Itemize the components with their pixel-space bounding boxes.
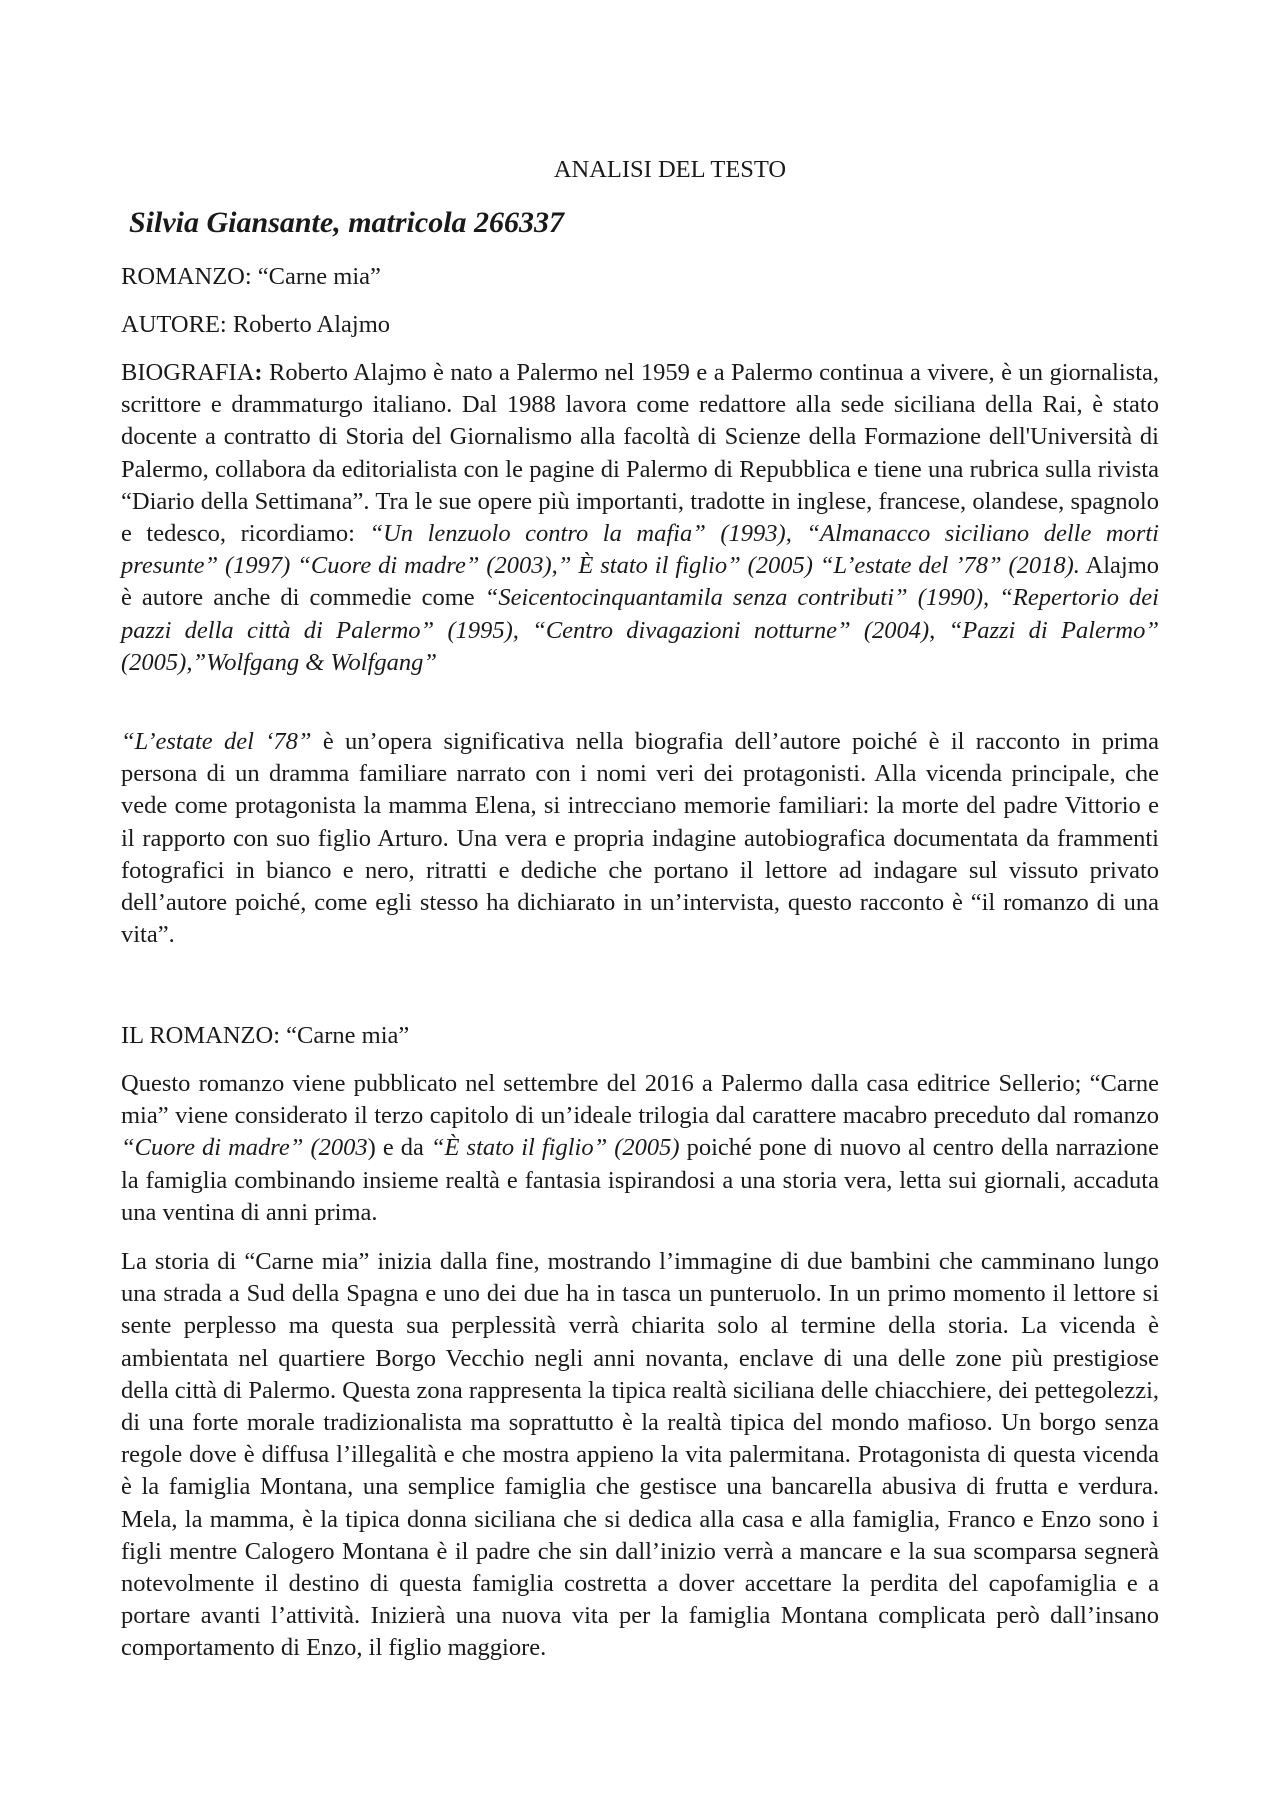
publication-work-2: “È stato il figlio” (2005)	[430, 1134, 680, 1162]
biography-text: Roberto Alajmo è nato a Palermo nel 1959 e a Palermo continua a vivere, è un giornalista, scrittore e drammaturgo italiano. Dal 1988 lavora come redattore alla sede siciliana della Rai, è stato docente a contratto di Storia del Giornalismo alla facoltà di Scienze della Formazione dell'Università di Palermo, collabora da editorialista con le pagine di Palermo di Repubblica e tiene una rubrica sulla rivista “Diario della Settimana”. Tra le sue opere più importanti, tradotte in inglese, francese, olandese, spagnolo e tedesco, ricordiamo:	[121, 359, 1159, 548]
estate-text: è un’opera significativa nella biografia dell’autore poiché è il racconto in prima persona di un dramma familiare narrato con i nomi veri dei protagonisti. Alla vicenda principale, che vede come protagonista la mamma Elena, si intrecciano memorie familiari: la morte del padre Vittorio e il rapporto con suo figlio Arturo. Una vera e propria indagine autobiografica documentata da frammenti fotografici in bianco e nero, ritratti e dediche che portano il lettore ad indagare sul vissuto privato dell’autore poiché, come egli stesso ha dichiarato in un’intervista, questo racconto è “il romanzo di una vita”.	[121, 728, 1159, 949]
publication-work-1: “Cuore di madre” (2003	[121, 1134, 368, 1162]
biography-colon: :	[254, 359, 263, 386]
author-line: AUTORE: Roberto Alajmo	[121, 311, 391, 338]
estate-work-title: “L’estate del ‘78”	[121, 728, 312, 755]
publication-text-2: ) e da	[367, 1134, 431, 1162]
novel-line: ROMANZO: “Carne mia”	[121, 263, 381, 290]
biography-label: BIOGRAFIA	[121, 359, 255, 386]
estate-paragraph	[121, 726, 1159, 951]
biography-paragraph	[121, 357, 1159, 679]
publication-text: Questo romanzo viene pubblicato nel settembre del 2016 a Palermo dalla casa editrice Sellerio; “Carne mia” viene considerato il terzo capitolo di un’ideale trilogia dal carattere macabro preceduto dal romanzo	[121, 1070, 1159, 1130]
story-paragraph: La storia di “Carne mia” inizia dalla fine, mostrando l’immagine di due bambini che camminano lungo una strada a Sud della Spagna e uno dei due ha in tasca un punteruolo. In un primo momento il lettore si sente perplesso ma questa sua perplessità verrà chiarita solo al termine della storia. La vicenda è ambientata nel quartiere Borgo Vecchio negli anni novanta, enclave di una delle zone più prestigiose della città di Palermo. Questa zona rappresenta la tipica realtà siciliana delle chiacchiere, dei pettegolezzi, di una forte morale tradizionalista ma soprattutto è la realtà tipica del mondo mafioso. Un borgo senza regole dove è diffusa l’illegalità e che mostra appieno la vita palermitana. Protagonista di questa vicenda è la famiglia Montana, una semplice famiglia che gestisce una bancarella abusiva di frutta e verdura. Mela, la mamma, è la tipica donna siciliana che si dedica alla casa e alla famiglia, Franco e Enzo sono i figli mentre Calogero Montana è il padre che sin dall’inizio verrà a mancare e la sua scomparsa segnerà notevolmente il destino di questa famiglia costretta a dover accettare la perdita del capofamiglia e a portare avanti l’attività. Inizierà una nuova vita per la famiglia Montana complicata però dall’insano comportamento di Enzo, il figlio maggiore.	[121, 1248, 1159, 1662]
document-title: ANALISI DEL TESTO	[553, 156, 787, 183]
publication-text-3: poiché pone di nuovo al centro della narrazione la famiglia combinando insieme realtà e fantasia ispirandosi a una storia vera, letta sui giornali, accaduta una ventina di anni prima.	[121, 1134, 1159, 1226]
biography-text-continued: Alajmo è autore anche di commedie come	[121, 552, 1159, 612]
publication-paragraph	[121, 1068, 1159, 1229]
biography-works: “Un lenzuolo contro la mafia” (1993), “Almanacco siciliano delle morti presunte” (1997) “Cuore di madre” (2003),” È stato il figlio” (2005) “L’estate del ’78” (2018).	[121, 520, 1159, 580]
student-name: Silvia Giansante, matricola 266337	[129, 206, 565, 239]
section-heading: IL ROMANZO: “Carne mia”	[121, 1022, 410, 1049]
biography-comedies: “Seicentocinquantamila senza contributi” (1990), “Repertorio dei pazzi della città di Palermo” (1995), “Centro divagazioni notturne” (2004), “Pazzi di Palermo” (2005),”Wolfgang & Wolfgang”	[121, 584, 1159, 676]
